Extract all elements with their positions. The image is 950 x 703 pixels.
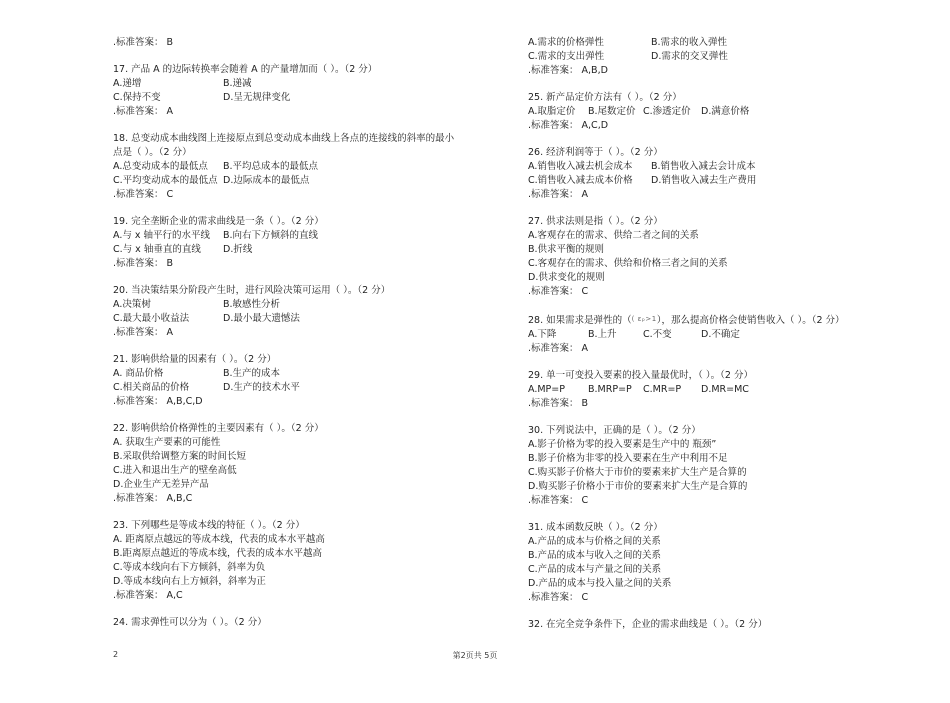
standard-answer: .标准答案： C bbox=[113, 189, 174, 200]
option-text: C.不变 bbox=[643, 329, 672, 340]
option-row bbox=[113, 312, 513, 326]
question-text: 30. 下列说法中，正确的是（ ）。（2 分） bbox=[528, 425, 701, 436]
question-text-after: ），那么提高价格会使销售收入（ ）。（2 分） bbox=[656, 315, 845, 326]
question-text: 25. 新产品定价方法有（ ）。（2 分） bbox=[528, 92, 682, 103]
option-row bbox=[113, 367, 513, 381]
question-text: 19. 完全垄断企业的需求曲线是一条（ ）。（2 分） bbox=[113, 216, 324, 227]
option-row bbox=[528, 328, 928, 342]
option-text: B.上升 bbox=[588, 329, 617, 340]
option-row bbox=[528, 160, 928, 174]
standard-answer: .标准答案： A,C bbox=[113, 590, 183, 601]
question-block bbox=[113, 132, 513, 202]
option-row bbox=[113, 243, 513, 257]
option-text: C.进入和退出生产的壁垒高低 bbox=[113, 465, 237, 476]
option-text: B.需求的收入弹性 bbox=[651, 37, 728, 48]
question-text: 31. 成本函数反映（ ）。（2 分） bbox=[528, 522, 663, 533]
question-text: 27. 供求法则是指（ ）。（2 分） bbox=[528, 216, 663, 227]
question-text: 22. 影响供给价格弹性的主要因素有（ ）。（2 分） bbox=[113, 423, 324, 434]
question-block bbox=[528, 369, 928, 411]
option-text: B.MRP=P bbox=[588, 384, 632, 395]
option-row bbox=[528, 563, 928, 577]
option-text: C.客观存在的需求、供给和价格三者之间的关系 bbox=[528, 258, 728, 269]
option-text: A.总变动成本的最低点 bbox=[113, 161, 208, 172]
option-row bbox=[113, 561, 513, 575]
option-row bbox=[113, 381, 513, 395]
standard-answer: .标准答案： A bbox=[113, 327, 174, 338]
option-text: D.销售收入减去生产费用 bbox=[651, 175, 757, 186]
option-text: C.产品的成本与产量之间的关系 bbox=[528, 564, 662, 575]
option-text: C.平均变动成本的最低点 bbox=[113, 175, 218, 186]
option-text: C.需求的支出弹性 bbox=[528, 51, 605, 62]
option-row bbox=[528, 549, 928, 563]
option-text: A.递增 bbox=[113, 78, 142, 89]
option-row bbox=[113, 160, 513, 174]
standard-answer: .标准答案： A bbox=[528, 189, 589, 200]
question-block bbox=[528, 91, 928, 133]
option-row bbox=[528, 480, 928, 494]
question-block bbox=[113, 36, 513, 50]
option-text: D.边际成本的最低点 bbox=[223, 175, 310, 186]
question-text bbox=[528, 312, 928, 328]
option-text: C.等成本线向右下方倾斜，斜率为负 bbox=[113, 562, 266, 573]
question-block bbox=[528, 36, 928, 78]
option-row bbox=[528, 535, 928, 549]
option-text: A. 商品价格 bbox=[113, 368, 164, 379]
option-text: A.与 x 轴平行的水平线 bbox=[113, 230, 211, 241]
option-text: C.最大最小收益法 bbox=[113, 313, 190, 324]
option-text: C.销售收入减去成本价格 bbox=[528, 175, 633, 186]
page-number: 2 bbox=[113, 650, 119, 659]
option-row bbox=[113, 450, 513, 464]
option-row bbox=[113, 298, 513, 312]
option-text: D.供求变化的规则 bbox=[528, 272, 605, 283]
option-text: D.生产的技术水平 bbox=[223, 382, 300, 393]
question-text-before: 28. 如果需求是弹性的（ bbox=[528, 315, 632, 326]
question-text: 17. 产品 A 的边际转换率会随着 A 的产量增加而（ ）。（2 分） bbox=[113, 64, 378, 75]
option-text: D.需求的交叉弹性 bbox=[651, 51, 728, 62]
standard-answer: .标准答案： B bbox=[528, 398, 589, 409]
option-text: B.供求平衡的规则 bbox=[528, 244, 605, 255]
option-text: C.保持不变 bbox=[113, 92, 161, 103]
question-text: 点是（ ）。（2 分） bbox=[113, 147, 192, 158]
option-text: D.等成本线向右上方倾斜，斜率为正 bbox=[113, 576, 266, 587]
question-block bbox=[113, 519, 513, 603]
question-block bbox=[113, 284, 513, 340]
option-row bbox=[528, 243, 928, 257]
option-text: D.呈无规律变化 bbox=[223, 92, 291, 103]
right-column bbox=[528, 36, 928, 645]
question-text: 23. 下列哪些是等成本线的特征（ ）。（2 分） bbox=[113, 520, 305, 531]
standard-answer: .标准答案： C bbox=[528, 592, 589, 603]
left-column bbox=[113, 36, 513, 643]
standard-answer: .标准答案： A,C,D bbox=[528, 120, 609, 131]
standard-answer: .标准答案： A bbox=[113, 106, 174, 117]
option-text: B.敏感性分析 bbox=[223, 299, 281, 310]
question-text: 32. 在完全竞争条件下，企业的需求曲线是（ ）。（2 分） bbox=[528, 619, 768, 630]
question-block bbox=[528, 146, 928, 202]
standard-answer: .标准答案： B bbox=[113, 258, 174, 269]
option-text: D.满意价格 bbox=[701, 106, 750, 117]
standard-answer: .标准答案： A bbox=[528, 343, 589, 354]
standard-answer: .标准答案： A,B,C bbox=[113, 493, 193, 504]
option-row bbox=[528, 105, 928, 119]
option-row bbox=[528, 383, 928, 397]
option-row bbox=[113, 174, 513, 188]
question-text: 26. 经济利润等于（ ）。（2 分） bbox=[528, 147, 663, 158]
question-block bbox=[528, 521, 928, 605]
question-text: 29. 单一可变投入要素的投入量最优时，（ ）。（2 分） bbox=[528, 370, 753, 381]
option-text: C.相关商品的价格 bbox=[113, 382, 190, 393]
option-row bbox=[528, 577, 928, 591]
option-text: B.采取供给调整方案的时间长短 bbox=[113, 451, 247, 462]
standard-answer: .标准答案： B bbox=[113, 37, 174, 48]
option-text: D.企业生产无差异产品 bbox=[113, 479, 209, 490]
elasticity-formula: ( εₚ>1 bbox=[631, 315, 657, 323]
question-block bbox=[113, 616, 513, 630]
option-text: B.销售收入减去会计成本 bbox=[651, 161, 756, 172]
question-text: 21. 影响供给量的因素有（ ）。（2 分） bbox=[113, 354, 277, 365]
option-text: A.客观存在的需求、供给二者之间的关系 bbox=[528, 230, 699, 241]
option-text: A.产品的成本与价格之间的关系 bbox=[528, 536, 661, 547]
option-row bbox=[113, 436, 513, 450]
question-text: 20. 当决策结果分阶段产生时，进行风险决策可运用（ ）。（2 分） bbox=[113, 285, 391, 296]
option-text: D.折线 bbox=[223, 244, 253, 255]
option-text: C.渗透定价 bbox=[643, 106, 691, 117]
question-block bbox=[113, 422, 513, 506]
option-text: D.不确定 bbox=[701, 329, 740, 340]
option-text: B.尾数定价 bbox=[588, 106, 636, 117]
option-text: C.购买影子价格大于市价的要素来扩大生产是合算的 bbox=[528, 467, 747, 478]
question-block bbox=[113, 63, 513, 119]
option-row bbox=[113, 547, 513, 561]
standard-answer: .标准答案： C bbox=[528, 286, 589, 297]
option-row bbox=[528, 438, 928, 452]
option-text: B.向右下方倾斜的直线 bbox=[223, 230, 319, 241]
option-row bbox=[113, 77, 513, 91]
option-text: B.平均总成本的最低点 bbox=[223, 161, 319, 172]
option-row bbox=[528, 229, 928, 243]
option-text: C.与 x 轴垂直的直线 bbox=[113, 244, 201, 255]
option-text: B.生产的成本 bbox=[223, 368, 281, 379]
option-row bbox=[528, 257, 928, 271]
option-row bbox=[528, 466, 928, 480]
option-row bbox=[113, 91, 513, 105]
option-row bbox=[113, 575, 513, 589]
option-text: A. 距离原点越远的等成本线，代表的成本水平越高 bbox=[113, 534, 325, 545]
question-block bbox=[113, 215, 513, 271]
option-row bbox=[528, 271, 928, 285]
option-row bbox=[528, 50, 928, 64]
option-row bbox=[528, 36, 928, 50]
option-text: A.取脂定价 bbox=[528, 106, 576, 117]
option-text: C.MR=P bbox=[643, 384, 682, 395]
question-text: 18. 总变动成本曲线图上连接原点到总变动成本曲线上各点的连接线的斜率的最小 bbox=[113, 133, 455, 144]
page-count-label: 第2页共 5页 bbox=[452, 651, 498, 660]
question-block bbox=[528, 424, 928, 508]
question-block bbox=[113, 353, 513, 409]
question-text: 24. 需求弹性可以分为（ ）。（2 分） bbox=[113, 617, 267, 628]
option-text: A. 获取生产要素的可能性 bbox=[113, 437, 221, 448]
standard-answer: .标准答案： A,B,D bbox=[528, 65, 608, 76]
option-text: D.MR=MC bbox=[701, 384, 749, 395]
option-text: B.影子价格为非零的投入要素在生产中利用不足 bbox=[528, 453, 728, 464]
option-text: B.产品的成本与收入之间的关系 bbox=[528, 550, 662, 561]
option-text: B.递减 bbox=[223, 78, 252, 89]
option-text: A.决策树 bbox=[113, 299, 151, 310]
option-text: A.需求的价格弹性 bbox=[528, 37, 604, 48]
option-row bbox=[528, 452, 928, 466]
option-row bbox=[113, 478, 513, 492]
option-text: D.产品的成本与投入量之间的关系 bbox=[528, 578, 672, 589]
option-text: B.距离原点越近的等成本线，代表的成本水平越高 bbox=[113, 548, 323, 559]
option-text: D.最小最大遗憾法 bbox=[223, 313, 300, 324]
question-block bbox=[528, 618, 928, 632]
option-text: A.销售收入减去机会成本 bbox=[528, 161, 633, 172]
option-row bbox=[113, 464, 513, 478]
option-row bbox=[113, 229, 513, 243]
option-text: A.影子价格为零的投入要素是生产中的 瓶颈” bbox=[528, 439, 717, 450]
standard-answer: .标准答案： C bbox=[528, 495, 589, 506]
option-row bbox=[113, 533, 513, 547]
option-row bbox=[528, 174, 928, 188]
option-text: A.下降 bbox=[528, 329, 557, 340]
standard-answer: .标准答案： A,B,C,D bbox=[113, 396, 203, 407]
option-text: D.购买影子价格小于市价的要素来扩大生产是合算的 bbox=[528, 481, 748, 492]
option-text: A.MP=P bbox=[528, 384, 565, 395]
question-block bbox=[528, 215, 928, 299]
question-block bbox=[528, 312, 928, 356]
